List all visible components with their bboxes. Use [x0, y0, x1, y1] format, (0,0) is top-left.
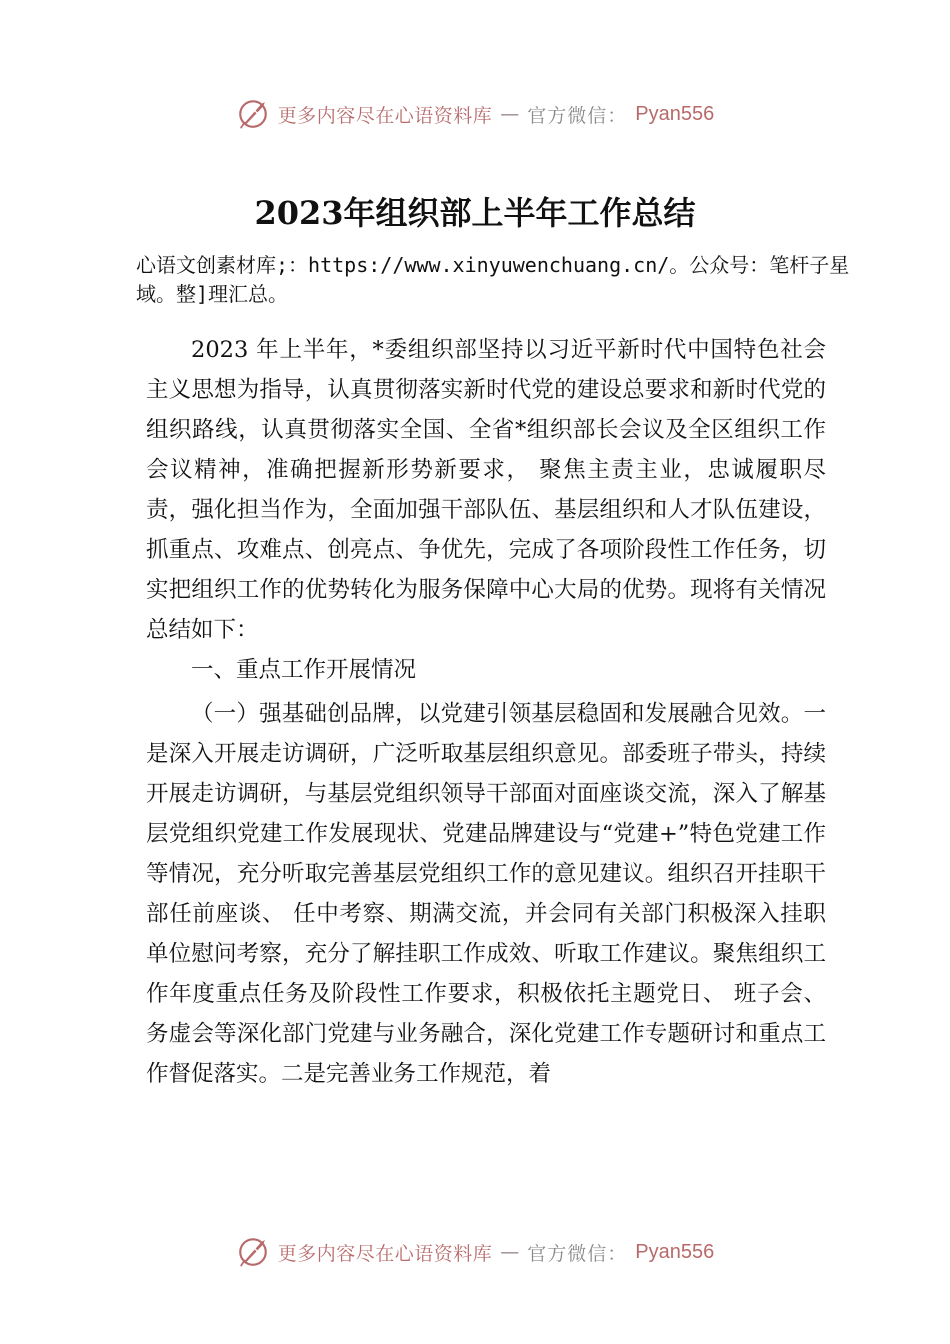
- quill-pen-logo-icon: [236, 97, 270, 131]
- banner-wechat-id: Pyan556: [635, 102, 715, 125]
- document-body: [146, 330, 826, 1094]
- banner-separator: —: [500, 1241, 520, 1263]
- banner-main-text: 更多内容尽在心语资料库: [277, 1242, 493, 1265]
- quill-pen-logo-icon: [236, 1235, 270, 1269]
- banner-wechat-label: 官方微信：: [527, 1242, 628, 1265]
- document-title: 2023年组织部上半年工作总结: [254, 194, 696, 232]
- banner-separator: —: [500, 103, 520, 125]
- section-heading: 一、重点工作开展情况: [191, 657, 417, 683]
- source-note: 心语文创素材库;：https://www.xinyuwenchuang.cn/。公众号：笔杆子星域。整]理汇总。: [136, 253, 850, 306]
- intro-paragraph: 2023 年上半年，*委组织部坚持以习近平新时代中国特色社会主义思想为指导，认真贯彻落实新时代党的建设总要求和新时代党的组织路线，认真贯彻落实全国、全省*组织部长会议及全区组织工作会议精神，准确把握新形势新要求， 聚焦主责主业，忠诚履职尽责，强化担当作为，全面加强干部队伍、基层组织和人才队伍建设，抓重点、攻难点、创亮点、争优先，完成了各项阶段性工作任务，切实把组织工作的优势转化为服务保障中心大局的优势。现将有关情况总结如下：: [146, 337, 826, 643]
- footer-banner: [0, 1232, 950, 1272]
- banner-main-text: 更多内容尽在心语资料库: [277, 104, 493, 127]
- banner-wechat-label: 官方微信：: [527, 104, 628, 127]
- banner-wechat-id: Pyan556: [635, 1240, 715, 1263]
- section-paragraph: （一）强基础创品牌，以党建引领基层稳固和发展融合见效。一是深入开展走访调研，广泛听取基层组织意见。部委班子带头，持续开展走访调研，与基层党组织领导干部面对面座谈交流，深入了解基层党组织党建工作发展现状、党建品牌建设与“党建+”特色党建工作等情况，充分听取完善基层党组织工作的意见建议。组织召开挂职干部任前座谈、 任中考察、期满交流，并会同有关部门积极深入挂职单位慰问考察，充分了解挂职工作成效、听取工作建议。聚焦组织工作年度重点任务及阶段性工作要求，积极依托主题党日、 班子会、务虚会等深化部门党建与业务融合，深化党建工作专题研讨和重点工作督促落实。二是完善业务工作规范，着: [146, 701, 826, 1087]
- header-banner: [0, 94, 950, 134]
